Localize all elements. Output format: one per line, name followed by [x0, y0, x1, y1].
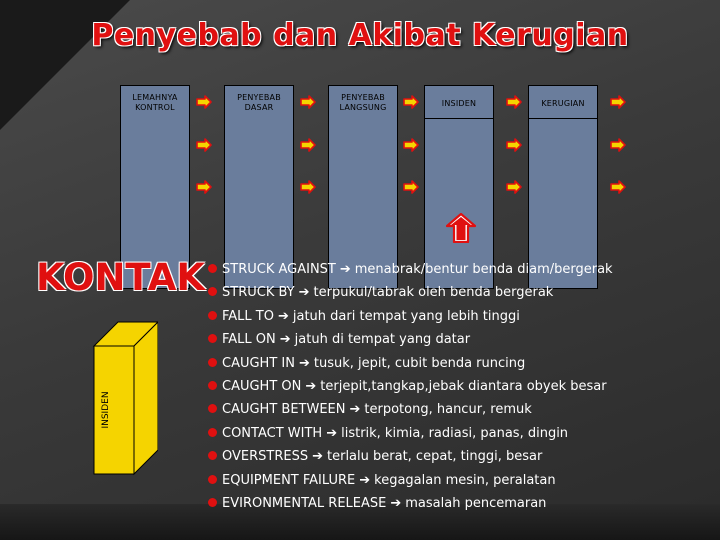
right-arrow-icon: ➔ [339, 262, 351, 277]
right-arrow-icon: ➔ [298, 285, 310, 301]
item-term: EQUIPMENT FAILURE [222, 472, 356, 488]
list-item [208, 328, 718, 351]
slide-title: Penyebab dan Akibat Kerugian [91, 18, 629, 53]
list-item [208, 422, 718, 445]
right-arrow-icon [196, 95, 212, 109]
right-arrow-icon: ➔ [279, 332, 291, 348]
right-arrow-icon [610, 180, 626, 194]
right-arrow-icon: ➔ [390, 495, 402, 511]
bullet-icon [208, 264, 217, 273]
list-item [208, 492, 718, 515]
right-arrow-icon: ➔ [298, 355, 310, 371]
right-arrow-icon [196, 138, 212, 152]
right-arrow-icon [506, 95, 522, 109]
right-arrow-icon [403, 180, 419, 194]
box-label: LEMAHNYA KONTROL [132, 93, 178, 112]
kontak-heading: KONTAK [36, 256, 206, 299]
right-arrow-icon: ➔ [359, 472, 371, 488]
right-arrow-icon [610, 138, 626, 152]
list-item [208, 375, 718, 398]
right-arrow-icon [300, 180, 316, 194]
right-arrow-icon [403, 95, 419, 109]
right-arrow-icon [506, 180, 522, 194]
list-item [208, 352, 718, 375]
bullet-icon [208, 334, 217, 343]
list-item [208, 445, 718, 468]
item-term: FALL ON [222, 332, 276, 348]
item-meaning: terpukul/tabrak oleh benda bergerak [313, 285, 554, 301]
item-meaning: terpotong, hancur, remuk [364, 402, 532, 418]
item-term: CAUGHT ON [222, 378, 302, 394]
up-arrow-icon [446, 213, 476, 243]
insiden-prism [88, 316, 158, 476]
bullet-icon [208, 287, 217, 296]
item-meaning: menabrak/bentur benda diam/bergerak [354, 262, 613, 277]
right-arrow-icon: ➔ [349, 402, 361, 418]
right-arrow-icon [300, 95, 316, 109]
item-meaning: kegagalan mesin, peralatan [374, 472, 556, 488]
list-item [208, 258, 718, 281]
bullet-icon [208, 311, 217, 320]
right-arrow-icon [610, 95, 626, 109]
box-divider [529, 118, 597, 119]
right-arrow-icon [300, 138, 316, 152]
bullet-icon [208, 404, 217, 413]
bullet-icon [208, 498, 217, 507]
item-term: EVIRONMENTAL RELEASE [222, 495, 387, 511]
bullet-icon [208, 358, 217, 367]
item-term: STRUCK BY [222, 285, 295, 301]
box-label: INSIDEN [441, 99, 477, 108]
box-label: PENYEBAB DASAR [237, 93, 281, 112]
contact-types-list [208, 258, 718, 515]
bullet-icon [208, 428, 217, 437]
right-arrow-icon [196, 180, 212, 194]
right-arrow-icon: ➔ [312, 449, 323, 465]
right-arrow-icon: ➔ [277, 308, 289, 324]
bullet-icon [208, 475, 217, 484]
list-item [208, 305, 718, 328]
list-item [208, 281, 718, 304]
item-term: CONTACT WITH [222, 425, 323, 441]
right-arrow-icon [403, 138, 419, 152]
list-item [208, 469, 718, 492]
right-arrow-icon [506, 138, 522, 152]
item-meaning: tusuk, jepit, cubit benda runcing [313, 355, 526, 371]
item-term: CAUGHT IN [222, 355, 295, 371]
item-term: STRUCK AGAINST [222, 262, 336, 277]
item-meaning: terjepit,tangkap,jebak diantara obyek besar [320, 378, 607, 394]
right-arrow-icon: ➔ [326, 425, 338, 441]
item-term: CAUGHT BETWEEN [222, 402, 346, 418]
item-meaning: jatuh di tempat yang datar [294, 332, 471, 348]
prism-label: INSIDEN [101, 391, 111, 429]
item-meaning: jatuh dari tempat yang lebih tinggi [292, 308, 520, 324]
right-arrow-icon: ➔ [305, 378, 317, 394]
item-term: OVERSTRESS [222, 449, 309, 465]
item-meaning: masalah pencemaran [405, 495, 547, 511]
list-item [208, 398, 718, 421]
item-meaning: terlalu berat, cepat, tinggi, besar [327, 449, 543, 465]
box-divider [425, 118, 493, 119]
bullet-icon [208, 381, 217, 390]
box-label: KERUGIAN [541, 99, 585, 108]
item-meaning: listrik, kimia, radiasi, panas, dingin [341, 425, 569, 441]
item-term: FALL TO [222, 308, 274, 324]
box-label: PENYEBAB LANGSUNG [339, 93, 387, 112]
bullet-icon [208, 451, 217, 460]
